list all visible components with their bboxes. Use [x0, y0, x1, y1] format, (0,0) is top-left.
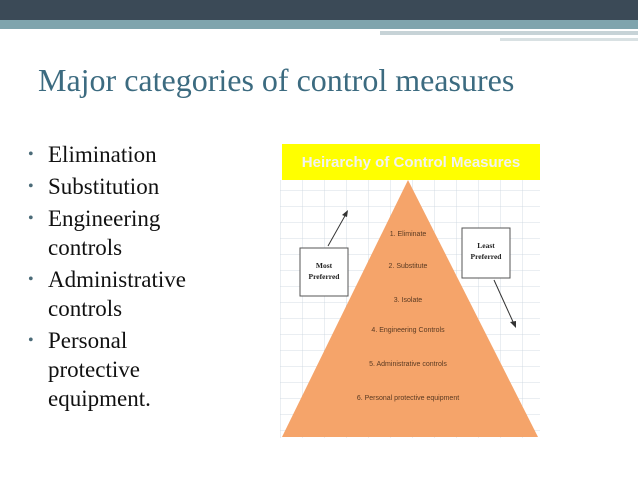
bullet-text-cont: controls [48, 235, 123, 260]
bullet-item-engineering [28, 204, 248, 262]
header-line [380, 31, 638, 35]
bullet-text: Administrative [48, 267, 186, 292]
level-ppe: 6. Personal protective equipment [356, 395, 460, 402]
level-eliminate: 1. Eliminate [389, 231, 427, 238]
header-bar [0, 0, 638, 20]
bullet-text-cont2: equipment. [48, 386, 151, 411]
bullet-dot-icon: • [28, 332, 34, 349]
least-preferred-label: Least [477, 241, 495, 250]
bullet-text: Elimination [48, 142, 157, 167]
hierarchy-figure [280, 142, 540, 438]
bullet-item-ppe [28, 326, 248, 413]
level-engineering: 4. Engineering Controls [371, 327, 445, 334]
bullet-dot-icon: • [28, 210, 34, 227]
bullet-text-cont: controls [48, 296, 123, 321]
bullet-text: Engineering [48, 206, 161, 231]
bullet-item-substitution [28, 172, 248, 201]
level-isolate: 3. Isolate [393, 297, 423, 304]
header-line-short [500, 38, 638, 41]
bullet-text-cont: protective [48, 357, 140, 382]
bullet-dot-icon: • [28, 146, 34, 163]
bullet-text: Personal [48, 328, 128, 353]
bullet-item-administrative [28, 265, 248, 323]
bullet-dot-icon: • [28, 178, 34, 195]
bullet-list [28, 140, 248, 416]
most-preferred-label-2: Preferred [308, 272, 340, 281]
bullet-text: Substitution [48, 174, 160, 199]
header-accent-bar [0, 20, 638, 29]
hierarchy-diagram [280, 142, 540, 438]
bullet-item-elimination [28, 140, 248, 169]
level-administrative: 5. Administrative controls [369, 361, 447, 368]
most-preferred-label: Most [315, 261, 333, 270]
level-substitute: 2. Substitute [388, 263, 428, 270]
banner-title: Heirarchy of Control Measures [301, 154, 521, 171]
slide-title: Major categories of control measures [38, 62, 515, 98]
least-preferred-label-2: Preferred [470, 252, 502, 261]
bullet-dot-icon: • [28, 271, 34, 288]
